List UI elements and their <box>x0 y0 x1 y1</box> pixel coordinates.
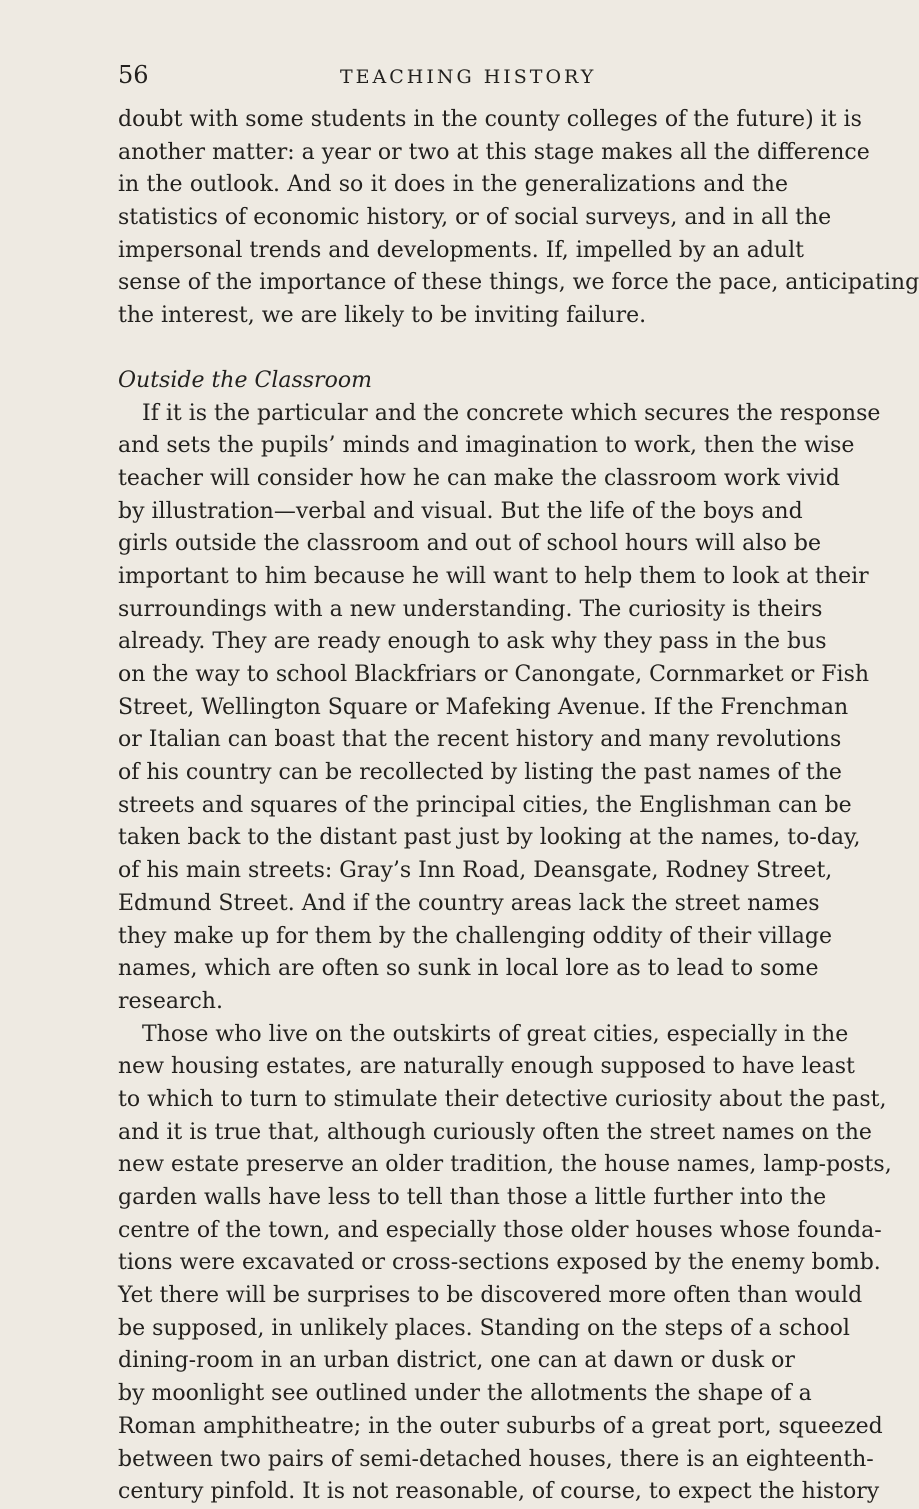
text-line: surroundings with a new understanding. The curiosity is theirs <box>118 596 823 622</box>
text-line: important to him because he will want to help them to look at their <box>118 563 869 589</box>
text-line: new housing estates, are naturally enough supposed to have least <box>118 1054 855 1080</box>
text-line: impersonal trends and developments. If, impelled by an adult <box>118 237 804 263</box>
text-line: taken back to the distant past just by looking at the names, to-day, <box>118 825 861 851</box>
text-line: and sets the pupils’ minds and imagination to work, then the wise <box>118 433 855 459</box>
text-line: statistics of economic history, or of social surveys, and in all the <box>118 205 832 231</box>
text-line: of his country can be recollected by listing the past names of the <box>118 760 842 786</box>
text-line: research. <box>118 988 223 1014</box>
page-number: 56 <box>118 61 149 89</box>
text-line: of his main streets: Gray’s Inn Road, Deansgate, Rodney Street, <box>118 858 833 884</box>
text-line: the interest, we are likely to be inviting failure. <box>118 303 647 329</box>
text-line: streets and squares of the principal cities, the Englishman can be <box>118 792 852 818</box>
text-line: century pinfold. It is not reasonable, of course, to expect the history <box>118 1479 880 1505</box>
page-header <box>118 60 742 90</box>
text-line: another matter: a year or two at this stage makes all the difference <box>118 139 870 165</box>
text-line: names, which are often so sunk in local lore as to lead to some <box>118 956 819 982</box>
text-line: Street, Wellington Square or Mafeking Avenue. If the Frenchman <box>118 694 849 720</box>
text-line: by moonlight see outlined under the allotments the shape of a <box>118 1381 812 1407</box>
text-line: in the outlook. And so it does in the generalizations and the <box>118 172 788 198</box>
text-line: by illustration—verbal and visual. But the life of the boys and <box>118 498 803 524</box>
text-line: between two pairs of semi-detached houses, there is an eighteenth- <box>118 1446 874 1472</box>
paragraph-1 <box>118 104 919 333</box>
text-line: doubt with some students in the county colleges of the future) it is <box>118 107 862 132</box>
running-title: TEACHING HISTORY <box>340 66 597 88</box>
text-line: Roman amphitheatre; in the outer suburbs of a great port, squeezed <box>118 1413 883 1439</box>
text-line: on the way to school Blackfriars or Canongate, Cornmarket or Fish <box>118 662 870 687</box>
text-line: new estate preserve an older tradition, the house names, lamp-posts, <box>118 1152 892 1178</box>
page-body <box>118 104 919 1509</box>
text-line: centre of the town, and especially those older houses whose founda- <box>118 1217 882 1243</box>
text-line: girls outside the classroom and out of school hours will also be <box>118 531 821 557</box>
text-line: If it is the particular and the concrete which secures the response <box>142 400 881 426</box>
text-line: they make up for them by the challenging oddity of their village <box>118 923 832 949</box>
text-line: teacher will consider how he can make the classroom work vivid <box>118 465 840 491</box>
text-line: and it is true that, although curiously often the street names on the <box>118 1119 872 1145</box>
section-gap <box>118 333 788 365</box>
text-line: sense of the importance of these things, we force the pace, anticipating <box>118 270 919 296</box>
text-line: Those who live on the outskirts of great cities, especially in the <box>142 1021 849 1047</box>
text-line: dining-room in an urban district, one can at dawn or dusk or <box>118 1348 795 1374</box>
text-line: Yet there will be surprises to be discovered more often than would <box>118 1283 863 1309</box>
text-line: Edmund Street. And if the country areas lack the street names <box>118 890 820 916</box>
paragraph-3 <box>118 1019 892 1509</box>
text-line: garden walls have less to tell than those a little further into the <box>118 1185 827 1210</box>
section-heading: Outside the Classroom <box>118 367 372 393</box>
text-line: be supposed, in unlikely places. Standing on the steps of a school <box>118 1315 850 1341</box>
paragraph-2 <box>118 398 881 1019</box>
text-line: already. They are ready enough to ask why they pass in the bus <box>118 629 827 655</box>
text-line: tions were excavated or cross-sections exposed by the enemy bomb. <box>118 1250 881 1276</box>
text-line: or Italian can boast that the recent history and many revolutions <box>118 727 842 753</box>
text-line: to which to turn to stimulate their detective curiosity about the past, <box>118 1086 887 1112</box>
